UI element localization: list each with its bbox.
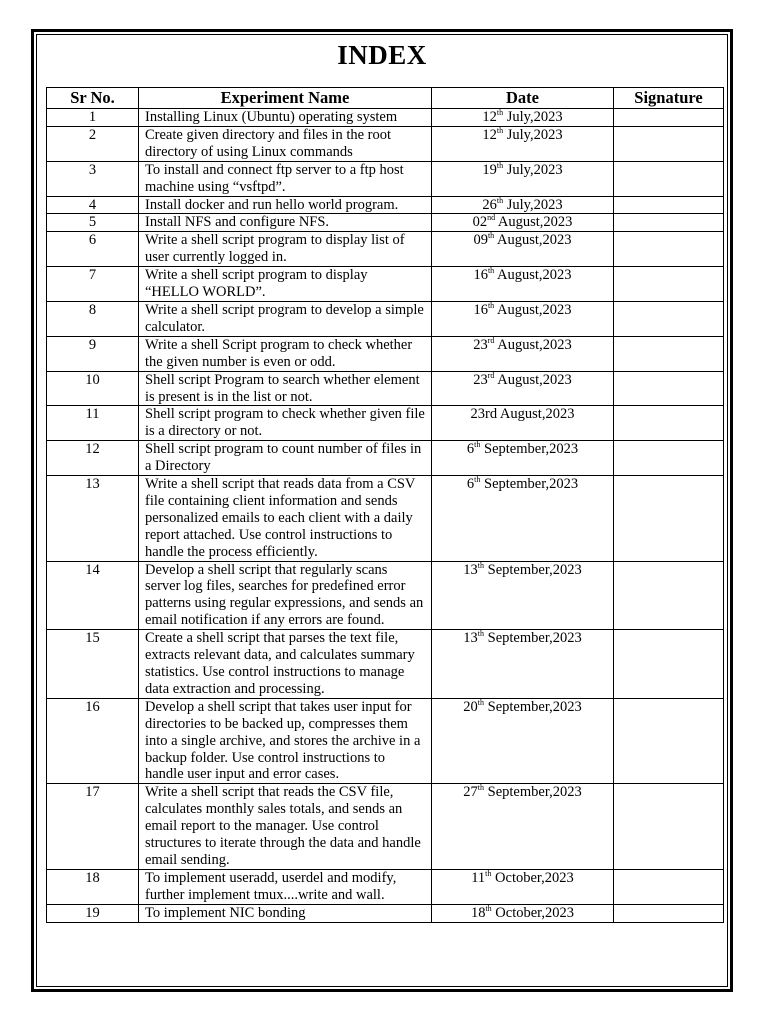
experiment-name-cell: Write a shell script that reads the CSV file, calculates monthly sales totals, and sends an email report to the manager. Use control structures to iterate through the data and handle email sending. <box>139 784 432 870</box>
date-day: 26 <box>482 196 497 213</box>
date-ordinal-suffix: th <box>474 475 481 485</box>
date-ordinal-suffix: th <box>485 868 492 878</box>
index-table <box>46 87 724 923</box>
date-day: 13 <box>463 561 478 578</box>
date-day: 27 <box>463 784 478 801</box>
date-month-year: July,2023 <box>503 126 563 143</box>
signature-cell <box>614 214 724 232</box>
signature-cell <box>614 301 724 336</box>
sr-no-cell: 2 <box>47 126 139 161</box>
sr-no-cell: 14 <box>47 561 139 630</box>
sr-no-cell: 17 <box>47 784 139 870</box>
date-cell <box>432 267 614 302</box>
sr-no-cell: 12 <box>47 441 139 476</box>
date-day: 09 <box>473 232 488 249</box>
signature-cell <box>614 371 724 406</box>
sr-no-cell: 15 <box>47 630 139 699</box>
experiment-name-cell: Shell script program to count number of files in a Directory <box>139 441 432 476</box>
table-row <box>47 109 724 127</box>
sr-no-cell: 18 <box>47 869 139 904</box>
experiment-name-cell: Develop a shell script that regularly scans server log files, searches for predefined error patterns using regular expressions, and sends an email notification if any errors are found. <box>139 561 432 630</box>
sr-no-cell: 10 <box>47 371 139 406</box>
signature-cell <box>614 698 724 784</box>
date-cell <box>432 109 614 127</box>
sr-no-cell: 6 <box>47 232 139 267</box>
date-day: 12 <box>482 126 497 143</box>
date-ordinal-suffix: th <box>496 160 504 170</box>
header-experiment-name: Experiment Name <box>139 88 432 109</box>
signature-cell <box>614 126 724 161</box>
table-row <box>47 214 724 232</box>
date-ordinal-suffix: th <box>477 697 485 707</box>
sr-no-cell: 11 <box>47 406 139 441</box>
date-ordinal-suffix: th <box>496 108 504 117</box>
table-row <box>47 869 724 904</box>
table-row <box>47 301 724 336</box>
date-month-year: July,2023 <box>503 109 563 125</box>
date-day: 11 <box>471 869 486 886</box>
date-day: 6 <box>466 441 475 458</box>
table-row <box>47 561 724 630</box>
table-row <box>47 406 724 441</box>
date-month-year: October,2023 <box>491 904 575 921</box>
table-row <box>47 476 724 562</box>
sr-no-cell: 7 <box>47 267 139 302</box>
date-ordinal-suffix: th <box>487 231 495 241</box>
table-body <box>47 109 724 923</box>
date-ordinal-suffix: th <box>474 440 481 450</box>
date-cell <box>432 214 614 232</box>
date-ordinal-suffix: th <box>496 125 504 135</box>
experiment-name-cell: Installing Linux (Ubuntu) operating system <box>139 109 432 127</box>
date-month-year: August,2023 <box>494 371 572 388</box>
experiment-name-cell: Shell script Program to search whether element is present is in the list or not. <box>139 371 432 406</box>
date-cell <box>432 441 614 476</box>
date-month-year: September,2023 <box>484 784 582 801</box>
date-day: 16 <box>473 267 488 284</box>
date-ordinal-suffix: th <box>477 783 485 793</box>
sr-no-cell: 19 <box>47 904 139 922</box>
sr-no-cell: 9 <box>47 336 139 371</box>
experiment-name-cell: Write a shell Script program to check whether the given number is even or odd. <box>139 336 432 371</box>
table-row <box>47 698 724 784</box>
table-row <box>47 371 724 406</box>
date-month-year: September,2023 <box>480 441 579 458</box>
signature-cell <box>614 232 724 267</box>
date-ordinal-suffix: rd <box>487 370 495 380</box>
sr-no-cell: 4 <box>47 196 139 214</box>
signature-cell <box>614 161 724 196</box>
experiment-name-cell: Install docker and run hello world program. <box>139 196 432 214</box>
date-day: 23rd August,2023 <box>470 406 575 423</box>
date-cell <box>432 301 614 336</box>
experiment-name-cell: Write a shell script program to display “HELLO WORLD”. <box>139 267 432 302</box>
date-month-year: September,2023 <box>480 476 579 493</box>
table-row <box>47 196 724 214</box>
signature-cell <box>614 784 724 870</box>
experiment-name-cell: Create a shell script that parses the text file, extracts relevant data, and calculates summary statistics. Use control instructions to manage data extraction and processing. <box>139 630 432 699</box>
date-cell <box>432 698 614 784</box>
date-cell <box>432 869 614 904</box>
date-day: 02 <box>472 214 488 231</box>
date-day: 23 <box>473 371 488 388</box>
date-cell <box>432 476 614 562</box>
signature-cell <box>614 630 724 699</box>
date-ordinal-suffix: th <box>487 266 495 276</box>
experiment-name-cell: Shell script program to check whether given file is a directory or not. <box>139 406 432 441</box>
sr-no-cell: 5 <box>47 214 139 232</box>
date-cell <box>432 561 614 630</box>
table-row <box>47 904 724 922</box>
signature-cell <box>614 441 724 476</box>
date-month-year: July,2023 <box>503 196 563 213</box>
table-row <box>47 630 724 699</box>
date-ordinal-suffix: rd <box>487 335 495 345</box>
sr-no-cell: 13 <box>47 476 139 562</box>
experiment-name-cell: Write a shell script that reads data from a CSV file containing client information and sends personalized emails to each client with a daily report attached. Use control instructions to handle the process efficiently. <box>139 476 432 562</box>
header-signature: Signature <box>614 88 724 109</box>
date-cell <box>432 126 614 161</box>
table-row <box>47 126 724 161</box>
signature-cell <box>614 267 724 302</box>
signature-cell <box>614 406 724 441</box>
table-header-row <box>47 88 724 109</box>
experiment-name-cell: Create given directory and files in the root directory of using Linux commands <box>139 126 432 161</box>
sr-no-cell: 8 <box>47 301 139 336</box>
date-cell <box>432 161 614 196</box>
signature-cell <box>614 561 724 630</box>
date-day: 23 <box>473 336 488 353</box>
table-row <box>47 784 724 870</box>
date-month-year: July,2023 <box>503 161 563 178</box>
date-day: 19 <box>482 161 497 178</box>
signature-cell <box>614 476 724 562</box>
date-day: 16 <box>473 301 488 318</box>
date-ordinal-suffix: th <box>477 629 485 639</box>
date-month-year: August,2023 <box>494 267 572 284</box>
date-ordinal-suffix: th <box>477 560 485 570</box>
experiment-name-cell: To implement NIC bonding <box>139 904 432 922</box>
date-cell <box>432 232 614 267</box>
date-cell <box>432 904 614 922</box>
date-day: 20 <box>463 698 478 715</box>
sr-no-cell: 3 <box>47 161 139 196</box>
experiment-name-cell: To install and connect ftp server to a ftp host machine using “vsftpd”. <box>139 161 432 196</box>
table-row <box>47 232 724 267</box>
date-month-year: August,2023 <box>494 301 572 318</box>
table-row <box>47 441 724 476</box>
table-row <box>47 161 724 196</box>
date-ordinal-suffix: th <box>485 903 492 913</box>
sr-no-cell: 1 <box>47 109 139 127</box>
experiment-name-cell: Install NFS and configure NFS. <box>139 214 432 232</box>
date-month-year: August,2023 <box>495 214 573 231</box>
signature-cell <box>614 336 724 371</box>
signature-cell <box>614 904 724 922</box>
date-day: 18 <box>470 904 486 921</box>
date-ordinal-suffix: th <box>496 195 504 205</box>
date-day: 13 <box>463 630 478 647</box>
date-ordinal-suffix: nd <box>487 213 496 223</box>
date-cell <box>432 336 614 371</box>
date-day: 6 <box>466 476 475 493</box>
date-cell <box>432 196 614 214</box>
page-title: INDEX <box>337 40 427 70</box>
date-day: 12 <box>482 109 497 125</box>
table-row <box>47 267 724 302</box>
header-date: Date <box>432 88 614 109</box>
date-month-year: September,2023 <box>484 630 582 647</box>
signature-cell <box>614 196 724 214</box>
date-month-year: September,2023 <box>484 698 582 715</box>
date-month-year: August,2023 <box>494 336 572 353</box>
date-cell <box>432 784 614 870</box>
experiment-name-cell: Develop a shell script that takes user input for directories to be backed up, compresses them into a single archive, and stores the archive in a backup folder. Use control instructions to handle user input and error cases. <box>139 698 432 784</box>
date-cell <box>432 630 614 699</box>
experiment-name-cell: Write a shell script program to display list of user currently logged in. <box>139 232 432 267</box>
experiment-name-cell: Write a shell script program to develop a simple calculator. <box>139 301 432 336</box>
date-cell <box>432 406 614 441</box>
date-ordinal-suffix: th <box>487 300 495 310</box>
experiment-name-cell: To implement useradd, userdel and modify, further implement tmux....write and wall. <box>139 869 432 904</box>
signature-cell <box>614 109 724 127</box>
date-month-year: September,2023 <box>484 561 582 578</box>
signature-cell <box>614 869 724 904</box>
date-month-year: August,2023 <box>494 232 572 249</box>
header-sr-no: Sr No. <box>47 88 139 109</box>
table-row <box>47 336 724 371</box>
sr-no-cell: 16 <box>47 698 139 784</box>
date-month-year: October,2023 <box>491 869 574 886</box>
date-cell <box>432 371 614 406</box>
